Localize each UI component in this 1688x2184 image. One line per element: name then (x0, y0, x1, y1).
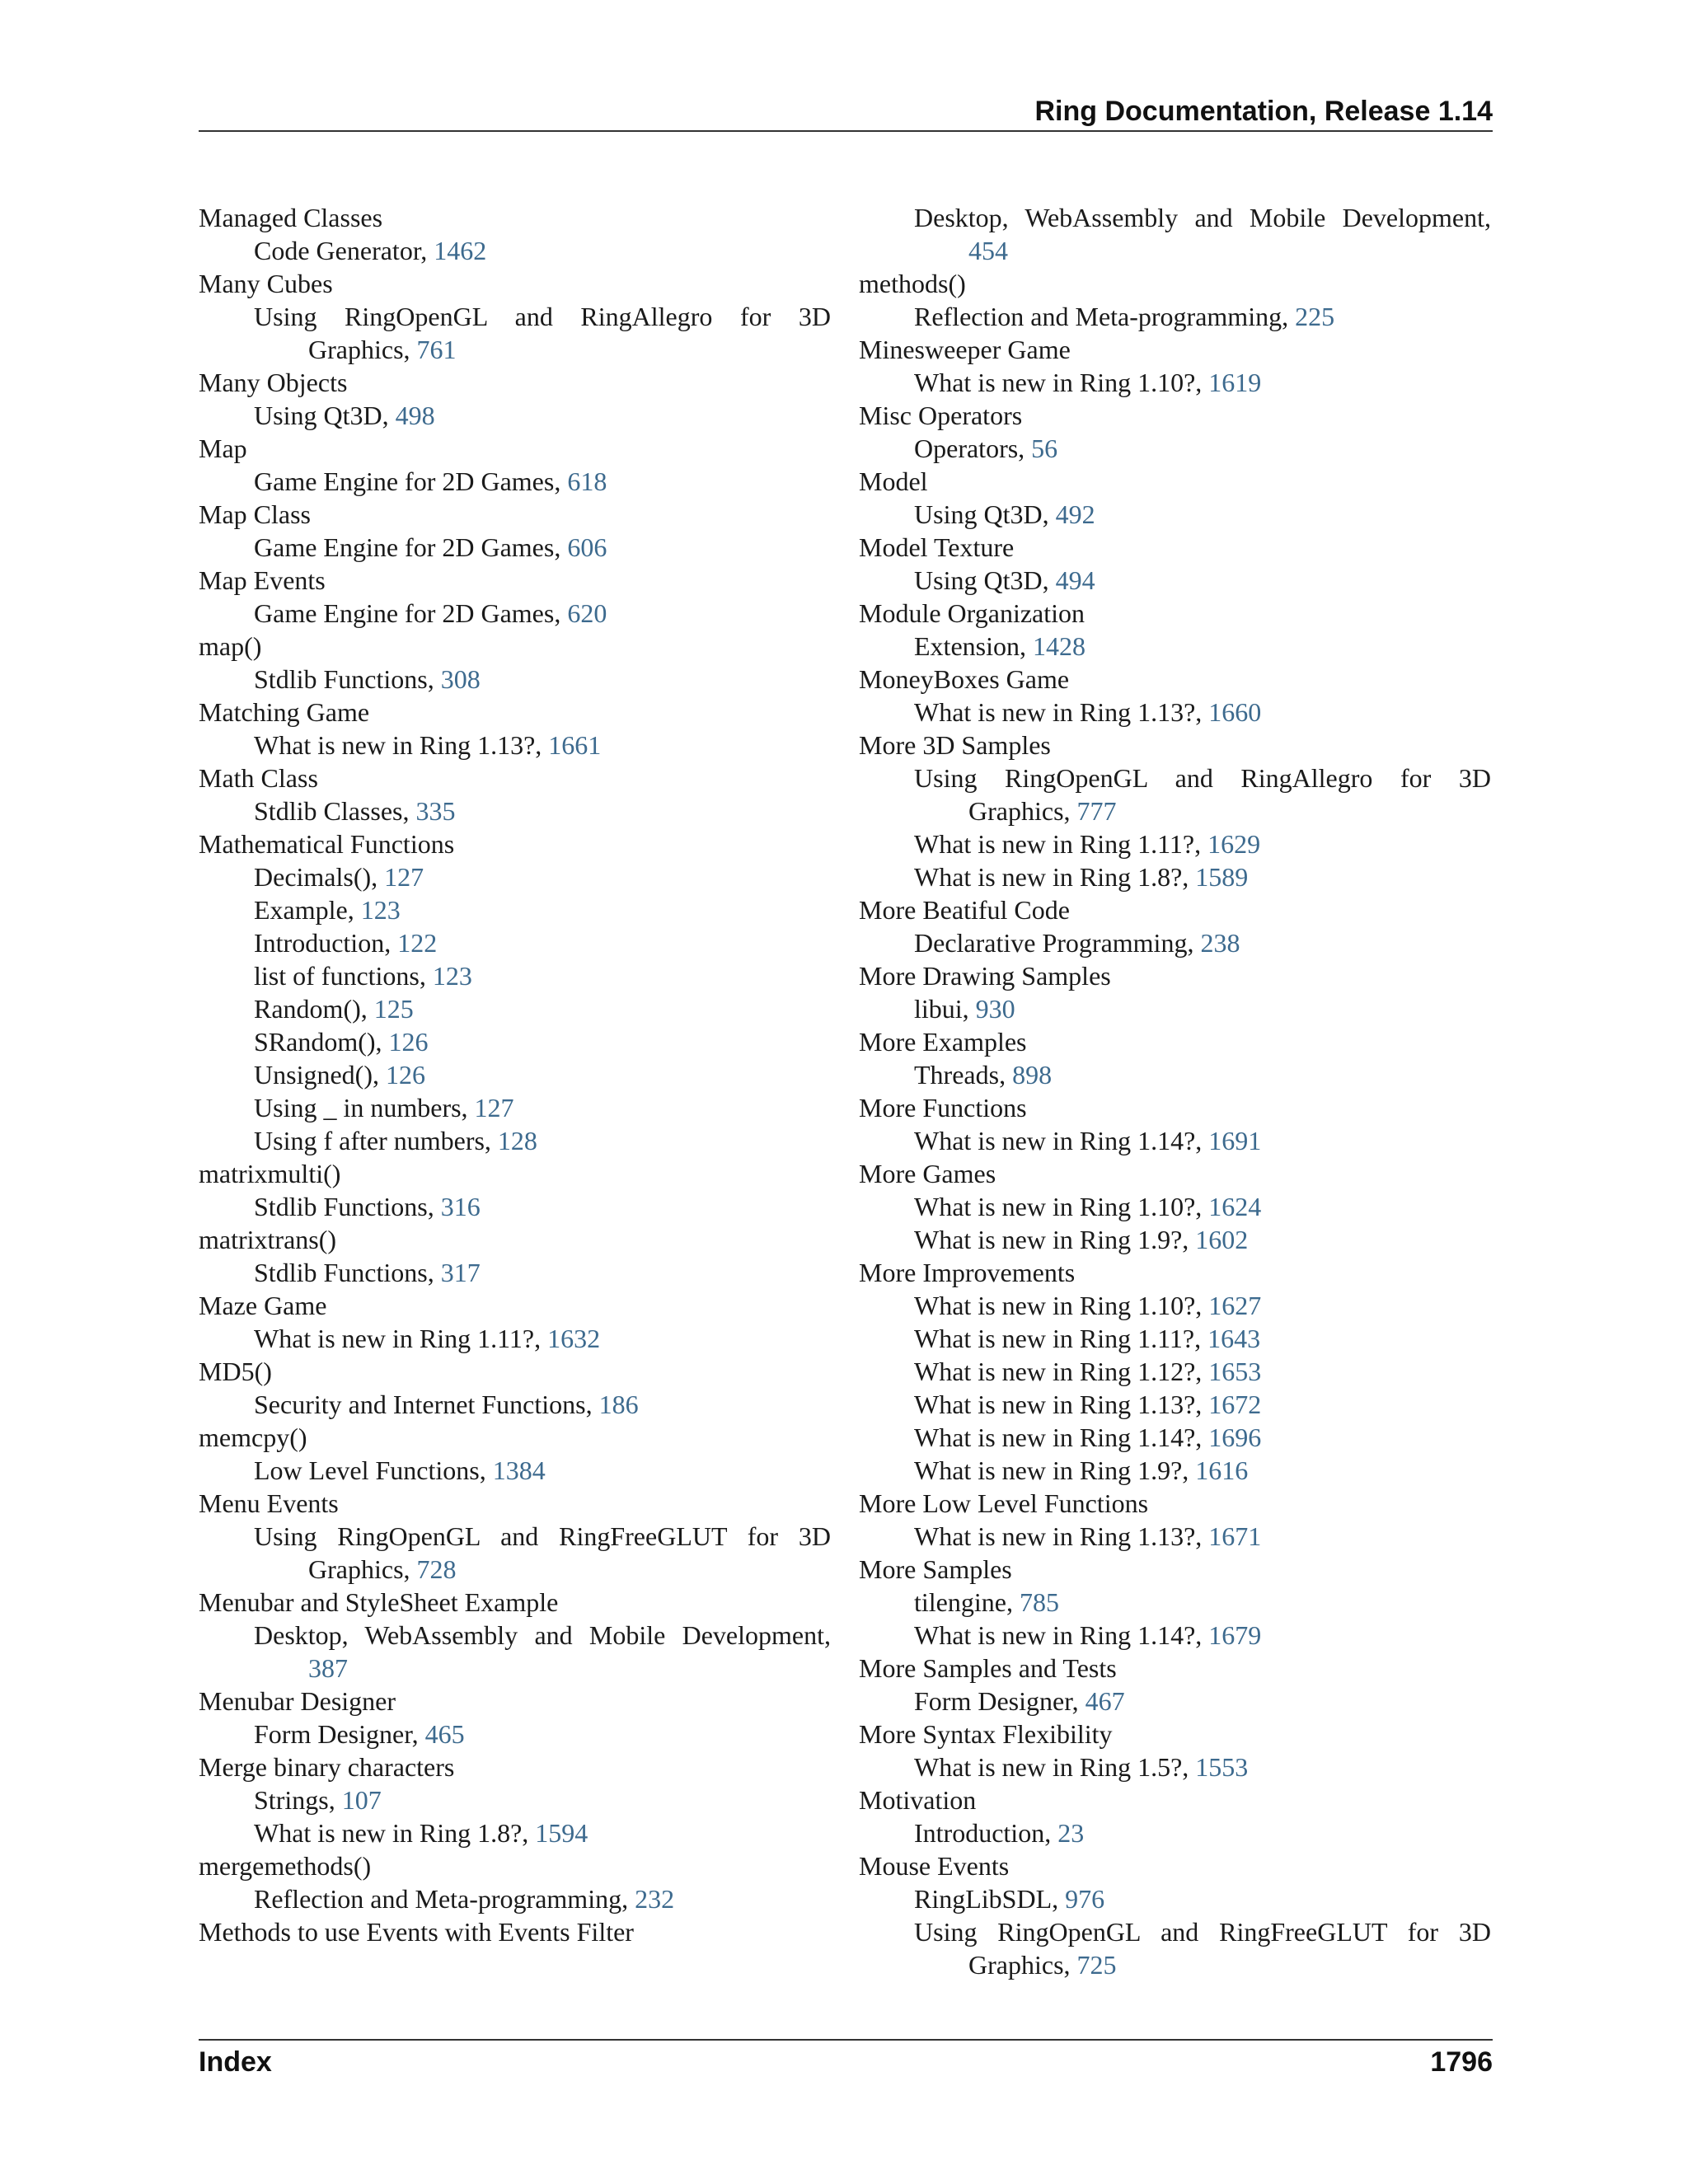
page-link[interactable]: 122 (397, 928, 438, 958)
subentry-label: What is new in Ring 1.10?, (914, 1192, 1209, 1221)
index-subentry (859, 1421, 1491, 1454)
page-link[interactable]: 1624 (1208, 1192, 1262, 1221)
index-entry (199, 762, 831, 827)
page-link[interactable]: 316 (440, 1192, 481, 1221)
index-term: matrixmulti() (199, 1159, 341, 1188)
index-term: Matching Game (199, 697, 370, 727)
page-link[interactable]: 1671 (1208, 1521, 1262, 1551)
subentry-label: What is new in Ring 1.12?, (914, 1357, 1209, 1386)
page-link[interactable]: 238 (1200, 928, 1240, 958)
subentry-label: Threads, (914, 1060, 1013, 1090)
index-term: More Samples and Tests (859, 1653, 1117, 1683)
index-entry (199, 1849, 831, 1915)
index-subentry (199, 1388, 831, 1421)
subentry-label: What is new in Ring 1.13?, (914, 697, 1209, 727)
footer-page-number: 1796 (1430, 2046, 1493, 2078)
index-term: Mouse Events (859, 1851, 1010, 1881)
index-subentry (199, 1783, 831, 1816)
index-subentry (199, 926, 831, 959)
index-term: Menubar and StyleSheet Example (199, 1587, 559, 1617)
page-link[interactable]: 1696 (1208, 1422, 1262, 1452)
index-term: More 3D Samples (859, 730, 1051, 760)
subentry-label: Stdlib Functions, (254, 664, 441, 694)
index-term: Menubar Designer (199, 1686, 396, 1716)
index-entry (859, 893, 1491, 959)
index-subentry (859, 1520, 1491, 1553)
page-link[interactable]: 1462 (434, 236, 487, 265)
index-entry (859, 1718, 1491, 1783)
subentry-label: SRandom(), (254, 1027, 389, 1057)
index-term: Menu Events (199, 1488, 339, 1518)
index-entry (859, 531, 1491, 597)
index-entry (859, 1025, 1491, 1091)
index-entry (859, 267, 1491, 333)
subentry-label: What is new in Ring 1.13?, (254, 730, 549, 760)
index-subentry (859, 827, 1491, 860)
page-link[interactable]: 1594 (535, 1818, 588, 1848)
index-subentry (199, 1454, 831, 1487)
page-link[interactable]: 930 (975, 994, 1015, 1024)
index-entry (199, 1223, 831, 1289)
subentry-label: Decimals(), (254, 862, 385, 892)
index-subentry (199, 465, 831, 498)
index-entry (859, 201, 1491, 267)
index-subentry (199, 1322, 831, 1355)
index-subentry (859, 432, 1491, 465)
index-subentry (199, 729, 831, 762)
page-footer (199, 2043, 1493, 2081)
index-term: Map (199, 434, 247, 463)
index-entry (199, 1355, 831, 1421)
index-entry (859, 1783, 1491, 1849)
subentry-label: What is new in Ring 1.8?, (254, 1818, 536, 1848)
index-subentry (199, 1816, 831, 1849)
index-subentry (859, 1124, 1491, 1157)
page-link[interactable]: 777 (1076, 796, 1117, 826)
header-rule (199, 130, 1493, 132)
subentry-label: What is new in Ring 1.13?, (914, 1521, 1209, 1551)
index-subentry (199, 1025, 831, 1058)
page-link[interactable]: 498 (395, 401, 435, 430)
subentry-label: What is new in Ring 1.13?, (914, 1390, 1209, 1419)
subentry-label: Using f after numbers, (254, 1126, 498, 1155)
index-entry (199, 1586, 831, 1685)
subentry-label: Using Qt3D, (254, 401, 396, 430)
index-term: Math Class (199, 763, 318, 793)
page-link[interactable]: 126 (385, 1060, 425, 1090)
subentry-label: Using _ in numbers, (254, 1093, 475, 1122)
subentry-label: tilengine, (914, 1587, 1020, 1617)
page-link[interactable]: 467 (1085, 1686, 1125, 1716)
index-subentry (859, 1685, 1491, 1718)
page-link[interactable]: 728 (416, 1554, 457, 1584)
index-entry (859, 1157, 1491, 1256)
page-link[interactable]: 761 (416, 335, 457, 364)
subentry-label: libui, (914, 994, 976, 1024)
index-term: MD5() (199, 1357, 272, 1386)
index-subentry (859, 1454, 1491, 1487)
subentry-label: Game Engine for 2D Games, (254, 466, 568, 496)
index-term: methods() (859, 269, 966, 298)
subentry-label: What is new in Ring 1.14?, (914, 1126, 1209, 1155)
index-subentry (199, 992, 831, 1025)
page-link[interactable]: 898 (1012, 1060, 1053, 1090)
index-subentry (199, 794, 831, 827)
index-term: Merge binary characters (199, 1752, 455, 1782)
index-subentry (859, 498, 1491, 531)
page-link[interactable]: 1691 (1208, 1126, 1262, 1155)
index-subentry (859, 1388, 1491, 1421)
index-term: Maze Game (199, 1291, 327, 1320)
page-link[interactable]: 1602 (1195, 1225, 1249, 1254)
subentry-label: Game Engine for 2D Games, (254, 598, 568, 628)
page-link[interactable]: 126 (388, 1027, 429, 1057)
page-link[interactable]: 1619 (1208, 368, 1262, 397)
index-term: More Improvements (859, 1258, 1076, 1287)
index-subentry (859, 630, 1491, 663)
page-link[interactable]: 976 (1065, 1884, 1105, 1914)
subentry-label: Extension, (914, 631, 1033, 661)
index-term: Many Objects (199, 368, 348, 397)
index-term: matrixtrans() (199, 1225, 337, 1254)
index-subentry (199, 1058, 831, 1091)
index-entry (859, 1091, 1491, 1157)
subentry-label: Using RingOpenGL and RingAllegro for 3D Graphics, (254, 302, 831, 364)
page-link[interactable]: 1553 (1195, 1752, 1249, 1782)
subentry-label: Introduction, (914, 1818, 1058, 1848)
index-entry (199, 498, 831, 564)
index-subentry (199, 893, 831, 926)
index-term: MoneyBoxes Game (859, 664, 1070, 694)
index-term: Module Organization (859, 598, 1085, 628)
page-link[interactable]: 465 (424, 1719, 465, 1749)
index-subentry (199, 1190, 831, 1223)
index-subentry (859, 762, 1491, 827)
subentry-label: Stdlib Functions, (254, 1192, 441, 1221)
index-subentry (859, 366, 1491, 399)
page-link[interactable]: 387 (308, 1653, 348, 1683)
index-term: Model (859, 466, 928, 496)
subentry-label: Game Engine for 2D Games, (254, 532, 568, 562)
subentry-label: What is new in Ring 1.14?, (914, 1422, 1209, 1452)
index-subentry (859, 1322, 1491, 1355)
index-subentry (859, 992, 1491, 1025)
index-term: Methods to use Events with Events Filter (199, 1917, 634, 1947)
subentry-label: Stdlib Classes, (254, 796, 416, 826)
page-link[interactable]: 123 (360, 895, 401, 925)
index-entry (199, 1685, 831, 1750)
index-term: More Samples (859, 1554, 1012, 1584)
footer-section-label: Index (199, 2046, 272, 2078)
index-subentry (859, 926, 1491, 959)
subentry-label: What is new in Ring 1.10?, (914, 368, 1209, 397)
index-entry (199, 564, 831, 630)
subentry-label: Using Qt3D, (914, 499, 1056, 529)
page-link[interactable]: 128 (497, 1126, 537, 1155)
subentry-label: Desktop, WebAssembly and Mobile Development, (254, 1620, 831, 1650)
page-link[interactable]: 1616 (1195, 1455, 1249, 1485)
page-link[interactable]: 725 (1076, 1950, 1117, 1980)
index-entry (199, 432, 831, 498)
index-term: More Functions (859, 1093, 1027, 1122)
index-term: mergemethods() (199, 1851, 372, 1881)
index-subentry (859, 564, 1491, 597)
index-subentry (859, 201, 1491, 267)
page-link[interactable]: 618 (567, 466, 607, 496)
page-link[interactable]: 1384 (492, 1455, 546, 1485)
subentry-label: list of functions, (254, 961, 433, 991)
index-entry (859, 1487, 1491, 1553)
index-term: More Low Level Functions (859, 1488, 1149, 1518)
index-term: Map Events (199, 565, 326, 595)
subentry-label: Using Qt3D, (914, 565, 1056, 595)
index-subentry (199, 597, 831, 630)
subentry-label: Declarative Programming, (914, 928, 1201, 958)
subentry-label: Security and Internet Functions, (254, 1390, 599, 1419)
page-link[interactable]: 317 (440, 1258, 481, 1287)
index-term: More Beatiful Code (859, 895, 1070, 925)
index-entry (859, 1849, 1491, 1981)
index-subentry (859, 1882, 1491, 1915)
index-entry (859, 465, 1491, 531)
running-header-title: Ring Documentation, Release 1.14 (1034, 96, 1493, 127)
index-entry (199, 1289, 831, 1355)
page-link[interactable]: 494 (1055, 565, 1095, 595)
page-link[interactable]: 1672 (1208, 1390, 1262, 1419)
page-link[interactable]: 1661 (548, 730, 602, 760)
index-entry (859, 333, 1491, 399)
subentry-label: Using RingOpenGL and RingFreeGLUT for 3D Graphics, (914, 1917, 1491, 1980)
index-subentry (199, 1520, 831, 1586)
index-term: map() (199, 631, 262, 661)
index-subentry (199, 234, 831, 267)
index-entry (199, 1915, 831, 1948)
subentry-label: Unsigned(), (254, 1060, 386, 1090)
subentry-label: Reflection and Meta-programming, (254, 1884, 635, 1914)
index-subentry (199, 959, 831, 992)
subentry-label: What is new in Ring 1.5?, (914, 1752, 1196, 1782)
footer-rule (199, 2039, 1493, 2041)
index-entry (859, 597, 1491, 663)
page-link[interactable]: 1589 (1195, 862, 1249, 892)
index-entry (859, 959, 1491, 1025)
subentry-label: Desktop, WebAssembly and Mobile Development, (914, 203, 1491, 232)
index-term: Mathematical Functions (199, 829, 455, 859)
index-term: memcpy() (199, 1422, 307, 1452)
index-column-right (859, 201, 1491, 1981)
index-column-left (199, 201, 831, 1948)
index-entry (199, 267, 831, 366)
subentry-label: Strings, (254, 1785, 342, 1815)
page-link[interactable]: 1653 (1208, 1357, 1262, 1386)
page-link[interactable]: 785 (1019, 1587, 1059, 1617)
page-link[interactable]: 56 (1031, 434, 1058, 463)
index-subentry (199, 1091, 831, 1124)
index-subentry (859, 1223, 1491, 1256)
index-entry (859, 663, 1491, 729)
index-subentry (859, 1915, 1491, 1981)
index-term: Model Texture (859, 532, 1015, 562)
page-link[interactable]: 225 (1295, 302, 1335, 331)
index-subentry (859, 1190, 1491, 1223)
index-entry (199, 827, 831, 1157)
page-link[interactable]: 620 (567, 598, 607, 628)
page-link[interactable]: 1629 (1207, 829, 1261, 859)
index-term: More Drawing Samples (859, 961, 1111, 991)
subentry-label: What is new in Ring 1.8?, (914, 862, 1196, 892)
index-entry (199, 201, 831, 267)
index-entry (199, 630, 831, 696)
index-subentry (199, 1718, 831, 1750)
subentry-label: Introduction, (254, 928, 398, 958)
subentry-label: Form Designer, (914, 1686, 1085, 1716)
index-entry (859, 1553, 1491, 1652)
subentry-label: Stdlib Functions, (254, 1258, 441, 1287)
page-link[interactable]: 107 (341, 1785, 382, 1815)
index-subentry (199, 1882, 831, 1915)
index-term: Managed Classes (199, 203, 383, 232)
index-entry (859, 1256, 1491, 1487)
index-subentry (859, 1355, 1491, 1388)
index-subentry (199, 300, 831, 366)
page-link[interactable]: 1428 (1032, 631, 1085, 661)
page-link[interactable]: 1679 (1208, 1620, 1262, 1650)
subentry-label: RingLibSDL, (914, 1884, 1066, 1914)
page-link[interactable]: 23 (1057, 1818, 1085, 1848)
index-entry (199, 1750, 831, 1849)
subentry-label: Reflection and Meta-programming, (914, 302, 1296, 331)
index-entry (859, 1652, 1491, 1718)
index-subentry (859, 1816, 1491, 1849)
index-subentry (199, 1619, 831, 1685)
index-entry (199, 696, 831, 762)
page-link[interactable]: 1660 (1208, 697, 1262, 727)
page-link[interactable]: 232 (635, 1884, 675, 1914)
index-subentry (859, 1058, 1491, 1091)
index-entry (199, 1157, 831, 1223)
subentry-label: What is new in Ring 1.9?, (914, 1455, 1196, 1485)
index-subentry (859, 1750, 1491, 1783)
subentry-label: What is new in Ring 1.11?, (914, 829, 1208, 859)
subentry-label: What is new in Ring 1.9?, (914, 1225, 1196, 1254)
index-subentry (859, 1289, 1491, 1322)
page-link[interactable]: 308 (440, 664, 481, 694)
subentry-label: Low Level Functions, (254, 1455, 493, 1485)
index-subentry (859, 300, 1491, 333)
page-link[interactable]: 125 (373, 994, 414, 1024)
subentry-label: Using RingOpenGL and RingAllegro for 3D Graphics, (914, 763, 1491, 826)
subentry-label: What is new in Ring 1.11?, (914, 1324, 1208, 1353)
index-term: Motivation (859, 1785, 977, 1815)
page-link[interactable]: 1632 (547, 1324, 601, 1353)
index-subentry (199, 1124, 831, 1157)
subentry-label: Code Generator, (254, 236, 434, 265)
subentry-label: What is new in Ring 1.11?, (254, 1324, 548, 1353)
page-link[interactable]: 186 (598, 1390, 639, 1419)
page-link[interactable]: 454 (968, 236, 1008, 265)
index-entry (199, 1421, 831, 1487)
page-link[interactable]: 606 (567, 532, 607, 562)
index-term: Minesweeper Game (859, 335, 1071, 364)
subentry-label: Random(), (254, 994, 374, 1024)
index-subentry (199, 1256, 831, 1289)
index-subentry (859, 696, 1491, 729)
subentry-label: Example, (254, 895, 361, 925)
subentry-label: Operators, (914, 434, 1032, 463)
subentry-label: Form Designer, (254, 1719, 425, 1749)
index-subentry (859, 1619, 1491, 1652)
subentry-label: Using RingOpenGL and RingFreeGLUT for 3D Graphics, (254, 1521, 831, 1584)
page-link[interactable]: 335 (415, 796, 456, 826)
page-link[interactable]: 123 (432, 961, 472, 991)
page-link[interactable]: 127 (474, 1093, 514, 1122)
page-link[interactable]: 1643 (1207, 1324, 1261, 1353)
index-term: More Syntax Flexibility (859, 1719, 1113, 1749)
page-link[interactable]: 492 (1055, 499, 1095, 529)
page-link[interactable]: 1627 (1208, 1291, 1262, 1320)
index-term: Many Cubes (199, 269, 333, 298)
index-subentry (859, 1586, 1491, 1619)
index-subentry (859, 860, 1491, 893)
index-subentry (199, 399, 831, 432)
index-term: Map Class (199, 499, 311, 529)
subentry-label: What is new in Ring 1.14?, (914, 1620, 1209, 1650)
index-entry (199, 1487, 831, 1586)
index-entry (859, 399, 1491, 465)
index-entry (199, 366, 831, 432)
index-term: More Examples (859, 1027, 1027, 1057)
index-subentry (199, 531, 831, 564)
index-term: Misc Operators (859, 401, 1023, 430)
page-link[interactable]: 127 (384, 862, 424, 892)
subentry-label: What is new in Ring 1.10?, (914, 1291, 1209, 1320)
index-subentry (199, 663, 831, 696)
index-term: More Games (859, 1159, 996, 1188)
index-entry (859, 729, 1491, 893)
index-subentry (199, 860, 831, 893)
